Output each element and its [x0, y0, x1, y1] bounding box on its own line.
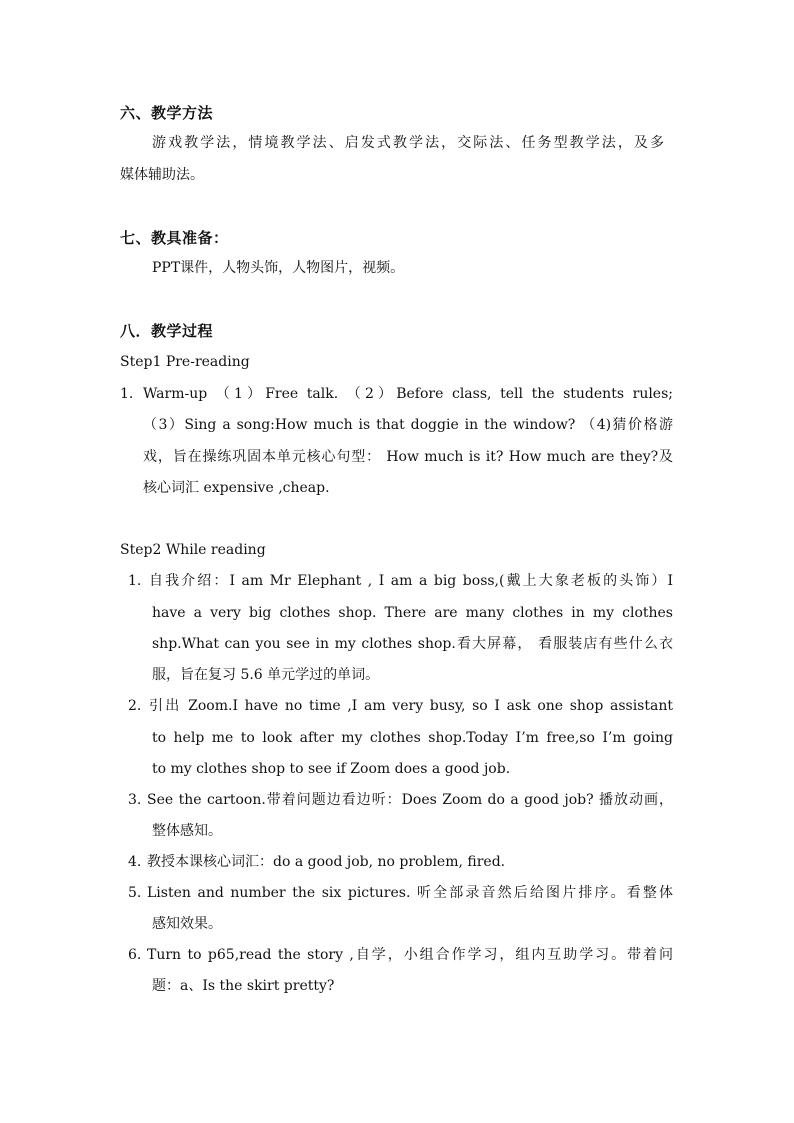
step1-item-line-2: （3）Sing a song:How much is that doggie in the window? （4)猜价格游: [143, 417, 673, 433]
step2-item-3-line-2: 整体感知。: [152, 823, 222, 839]
step2-item-6-line-2: 题：a、Is the skirt pretty?: [152, 978, 335, 994]
step2-item-2-line-1: 引出 Zoom.I have no time ,I am very busy, so I ask one shop assistant: [149, 698, 673, 714]
step2-item-5-line-1: Listen and number the six pictures. 听全部录音然后给图片排序。看整体: [147, 885, 673, 901]
step2-item-6-line-1: Turn to p65,read the story ,自学，小组合作学习，组内互助学习。带着问: [147, 947, 673, 963]
step2-item-1-line-2: have a very big clothes shop. There are many clothes in my clothes: [152, 605, 673, 621]
step2-item-2-line-3: to my clothes shop to see if Zoom does a good job.: [152, 761, 511, 777]
step2-item-4-number: 4.: [128, 854, 142, 870]
step2-item-6-number: 6.: [128, 947, 142, 963]
step2-item-3-line-1: See the cartoon.带着问题边看边听：Does Zoom do a good job? 播放动画，: [147, 792, 673, 808]
step2-item-2-number: 2.: [128, 698, 142, 714]
step1-item-line-1: Warm-up （1）Free talk. （2）Before class, tell the students rules;: [143, 386, 673, 402]
step1-title: Step1 Pre-reading: [120, 354, 250, 370]
section-heading-7: 七、教具准备：: [120, 229, 229, 247]
step2-item-4-line-1: 教授本课核心词汇：do a good job, no problem, fired.: [147, 854, 506, 870]
step2-item-3-number: 3.: [128, 792, 142, 808]
step2-title: Step2 While reading: [120, 542, 266, 558]
section-heading-8: 八．教学过程: [120, 322, 214, 340]
step2-item-2-line-2: to help me to look after my clothes shop.Today I’m free,so I’m going: [152, 730, 673, 746]
step2-item-5-number: 5.: [128, 885, 142, 901]
section-6-paragraph-line-2: 媒体辅助法。: [120, 167, 204, 183]
step2-item-5-line-2: 感知效果。: [152, 916, 222, 932]
section-7-paragraph: PPT课件，人物头饰，人物图片，视频。: [152, 260, 405, 276]
step2-item-1-line-1: 自我介绍：I am Mr Elephant , I am a big boss,(戴上大象老板的头饰）I: [149, 573, 673, 589]
step1-item-line-3: 戏，旨在操练巩固本单元核心句型： How much is it? How much are they?及: [143, 449, 673, 465]
step1-item-number: 1.: [120, 386, 134, 402]
step2-item-1-line-4: 服，旨在复习 5.6 单元学过的单词。: [152, 667, 380, 683]
section-heading-6: 六、教学方法: [120, 104, 214, 122]
section-6-paragraph-line-1: 游戏教学法，情境教学法、启发式教学法，交际法、任务型教学法，及多: [152, 135, 664, 151]
step2-item-1-number: 1.: [128, 573, 142, 589]
step2-item-1-line-3: shp.What can you see in my clothes shop.看大屏幕， 看服装店有些什么衣: [152, 636, 673, 652]
step1-item-line-4: 核心词汇 expensive ,cheap.: [143, 480, 330, 496]
